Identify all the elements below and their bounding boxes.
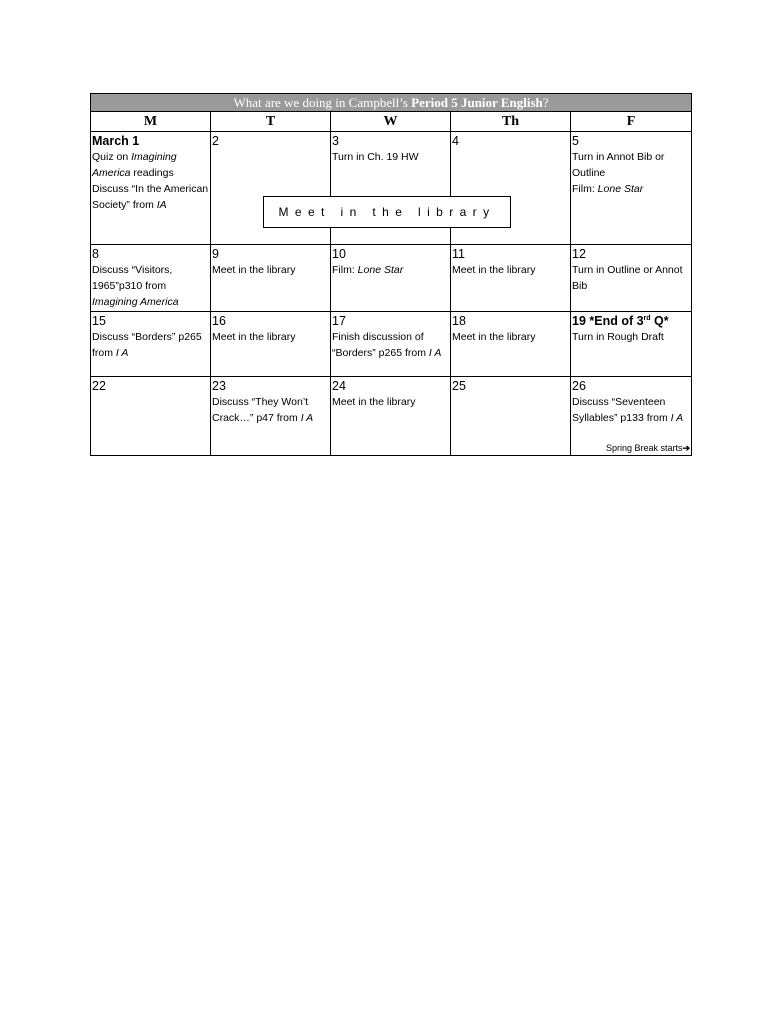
weekday-header-row <box>91 112 692 132</box>
day-note-film: Film: Lone Star <box>332 264 404 276</box>
calendar-title <box>91 94 692 112</box>
day-cell-mar-18 <box>451 312 571 377</box>
day-number: 25 <box>452 379 466 393</box>
day-note: Discuss “Borders” p265 from I A <box>92 331 202 359</box>
week-row-4 <box>91 377 692 456</box>
day-cell-mar-8 <box>91 245 211 312</box>
day-number: 16 <box>212 314 226 328</box>
weekday-fri: F <box>571 112 692 132</box>
day-note: Meet in the library <box>212 264 296 276</box>
day-cell-mar-1 <box>91 132 211 245</box>
day-note: Discuss “They Won’t Crack…” p47 from I A <box>212 396 314 424</box>
day-number: 5 <box>572 134 579 148</box>
day-number: 3 <box>332 134 339 148</box>
day-cell-mar-24 <box>331 377 451 456</box>
day-cell-mar-17 <box>331 312 451 377</box>
title-row <box>91 94 692 112</box>
spring-break-note: Spring Break starts➔ <box>605 443 691 453</box>
library-banner: Meet in the library <box>263 196 511 228</box>
day-note: Discuss “Visitors, 1965”p310 from Imagining America <box>92 264 179 308</box>
day-number: 19 *End of 3rd Q* <box>572 314 669 328</box>
day-cell-mar-15 <box>91 312 211 377</box>
day-number: 2 <box>212 134 219 148</box>
day-number: 12 <box>572 247 586 261</box>
calendar-table <box>90 93 692 456</box>
day-note: Meet in the library <box>452 264 536 276</box>
title-bold: Period 5 Junior English <box>411 95 543 110</box>
day-cell-mar-26 <box>571 377 692 456</box>
day-number: 8 <box>92 247 99 261</box>
day-cell-mar-11 <box>451 245 571 312</box>
weekday-tue: T <box>211 112 331 132</box>
day-cell-mar-23 <box>211 377 331 456</box>
weekday-thu: Th <box>451 112 571 132</box>
day-note: Turn in Ch. 19 HW <box>332 151 419 163</box>
day-cell-mar-10 <box>331 245 451 312</box>
day-note-film: Film: Lone Star <box>572 183 644 195</box>
day-number: 18 <box>452 314 466 328</box>
day-number: 24 <box>332 379 346 393</box>
day-note: Finish discussion of “Borders” p265 from I A <box>332 331 442 359</box>
day-note: Turn in Outline or Annot Bib <box>572 264 683 292</box>
weekday-mon: M <box>91 112 211 132</box>
day-number: 22 <box>92 379 106 393</box>
day-note: Turn in Rough Draft <box>572 331 664 343</box>
day-note: Turn in Annot Bib or Outline <box>572 151 665 179</box>
day-number: 26 <box>572 379 586 393</box>
day-cell-mar-9 <box>211 245 331 312</box>
day-cell-mar-19 <box>571 312 692 377</box>
weekday-wed: W <box>331 112 451 132</box>
day-number: 17 <box>332 314 346 328</box>
right-arrow-icon: ➔ <box>682 443 691 453</box>
title-prefix: What are we doing in Campbell’s <box>233 95 412 110</box>
day-number: 4 <box>452 134 459 148</box>
day-cell-mar-5 <box>571 132 692 245</box>
day-note: Meet in the library <box>452 331 536 343</box>
day-number: 10 <box>332 247 346 261</box>
day-note: Meet in the library <box>332 396 416 408</box>
day-cell-mar-22 <box>91 377 211 456</box>
day-cell-mar-12 <box>571 245 692 312</box>
week-row-3 <box>91 312 692 377</box>
day-note: Meet in the library <box>212 331 296 343</box>
day-cell-mar-25 <box>451 377 571 456</box>
day-number: 23 <box>212 379 226 393</box>
title-suffix: ? <box>542 95 549 110</box>
day-number: 9 <box>212 247 219 261</box>
day-cell-mar-16 <box>211 312 331 377</box>
day-note: Quiz on Imagining America readings Discuss “In the American Society” from IA <box>92 151 209 211</box>
day-number: 11 <box>452 247 465 261</box>
day-number: 15 <box>92 314 106 328</box>
day-note: Discuss “Seventeen Syllables” p133 from I A <box>572 396 684 424</box>
week-row-2 <box>91 245 692 312</box>
day-number: March 1 <box>92 134 140 148</box>
